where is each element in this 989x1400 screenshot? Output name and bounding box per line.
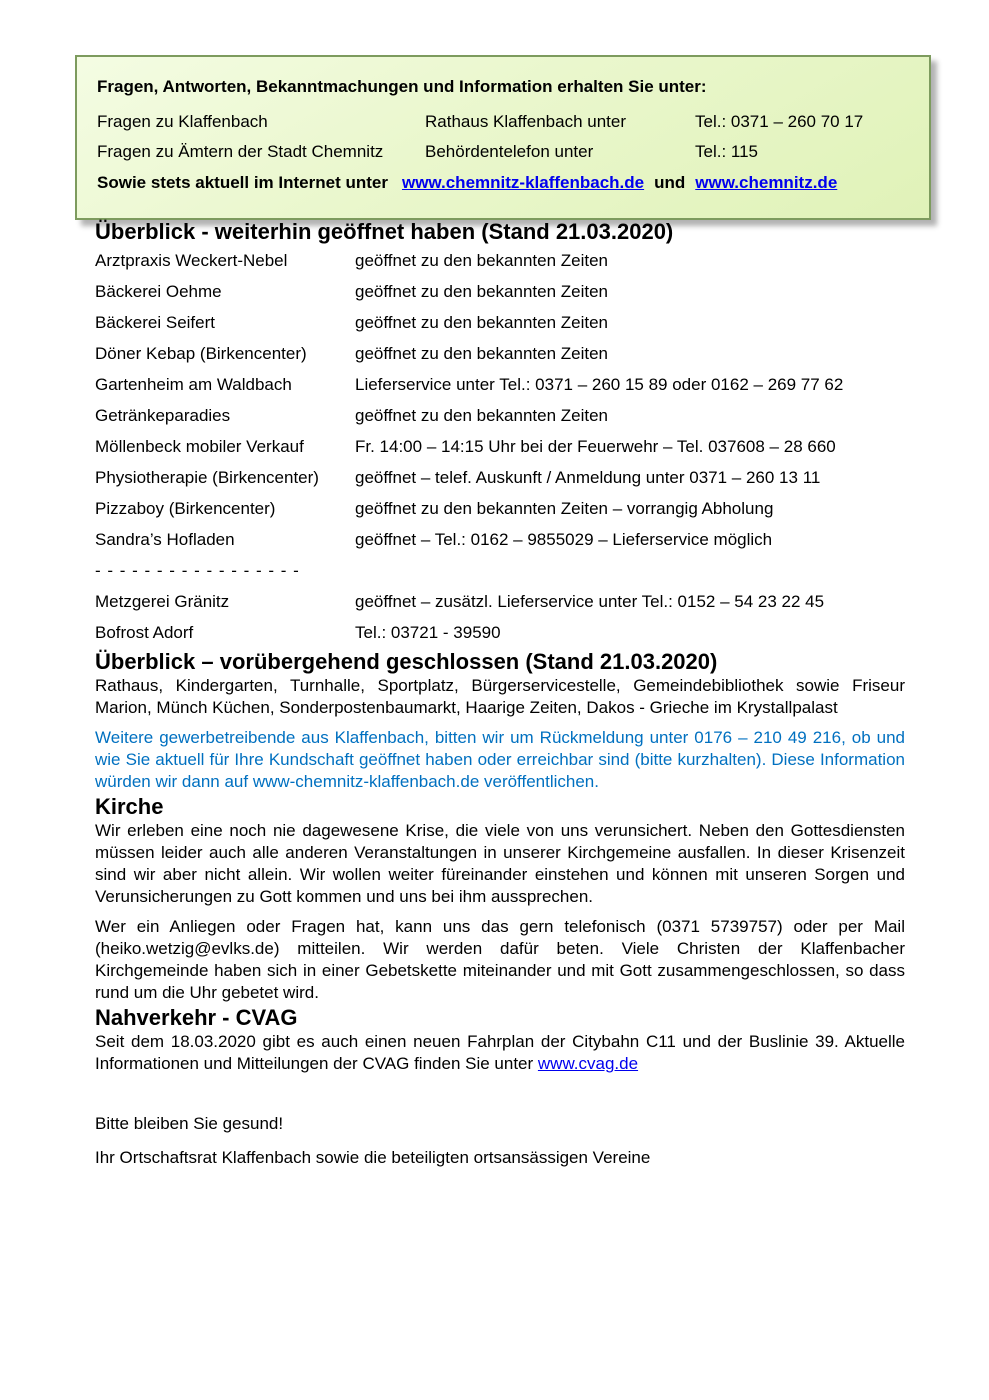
list-item [95,338,905,369]
heading-open-overview: Überblick - weiterhin geöffnet haben (Stand 21.03.2020) [95,219,674,244]
link-chemnitz-de[interactable]: www.chemnitz.de [695,173,838,192]
list-item [95,431,905,462]
dashed-divider: - - - - - - - - - - - - - - - - - [95,561,300,580]
list-item [95,524,905,555]
business-name: Gartenheim am Waldbach [95,375,292,394]
business-name: Pizzaboy (Birkencenter) [95,499,276,518]
list-item [95,307,905,338]
list-item [95,462,905,493]
contact-info-box [75,55,931,220]
info-phone: Tel.: 115 [695,142,759,161]
business-status: geöffnet – Tel.: 0162 – 9855029 – Lieferservice möglich [355,530,773,549]
business-status: geöffnet zu den bekannten Zeiten – vorrangig Abholung [355,499,774,518]
business-name: Bofrost Adorf [95,623,194,642]
business-name: Döner Kebap (Birkencenter) [95,344,307,363]
info-box-footer [97,168,908,198]
open-businesses-list [95,245,905,648]
business-status: geöffnet zu den bekannten Zeiten [355,251,608,270]
list-item [95,400,905,431]
link-chemnitz-klaffenbach[interactable]: www.chemnitz-klaffenbach.de [401,173,645,192]
list-item [95,493,905,524]
conjunction-label: und [654,173,686,192]
business-status: Tel.: 03721 - 39590 [355,623,501,642]
business-status: geöffnet zu den bekannten Zeiten [355,313,608,332]
nahverkehr-paragraph [95,1031,905,1075]
business-status: geöffnet – telef. Auskunft / Anmeldung unter 0371 – 260 13 11 [355,468,821,487]
list-item [95,369,905,400]
info-box-row-klaffenbach [97,107,908,137]
info-topic: Fragen zu Ämtern der Stadt Chemnitz [97,142,384,161]
heading-nahverkehr: Nahverkehr - CVAG [95,1005,298,1030]
info-topic: Fragen zu Klaffenbach [97,112,268,131]
heading-kirche: Kirche [95,794,164,819]
info-box-row-chemnitz [97,137,908,167]
info-phone: Tel.: 0371 – 260 70 17 [695,112,864,131]
closed-businesses-text: Rathaus, Kindergarten, Turnhalle, Sportplatz, Bürgerservicestelle, Gemeindebibliothek sowie Friseur Marion, Münch Küchen, Sonderpostenbaumarkt, Haarige Zeiten, Dakos - Grieche im Krystallpalast [95,676,905,717]
info-place: Behördentelefon unter [425,142,594,161]
business-name: Bäckerei Seifert [95,313,215,332]
business-name: Sandra’s Hofladen [95,530,235,549]
info-place: Rathaus Klaffenbach unter [425,112,626,131]
business-name: Bäckerei Oehme [95,282,222,301]
internet-prefix-label: Sowie stets aktuell im Internet unter [97,173,388,192]
kirche-paragraph-2: Wer ein Anliegen oder Fragen hat, kann uns das gern telefonisch (0371 5739757) oder per Mail (heiko.wetzig@evlks.de) mitteilen. Wir werden dafür beten. Viele Christen der Klaffenbacher Kirchgemeinde haben sich in einer Gebetskette miteinander und mit Gott zusammengeschlossen, so dass rund um die Uhr gebetet wird. [95,917,905,1002]
business-name: Metzgerei Gränitz [95,592,230,611]
business-status: geöffnet zu den bekannten Zeiten [355,282,608,301]
list-item [95,276,905,307]
list-item [95,245,905,276]
business-status: geöffnet zu den bekannten Zeiten [355,406,608,425]
business-name: Getränkeparadies [95,406,231,425]
kirche-paragraph-1: Wir erleben eine noch nie dagewesene Krise, die viele von uns verunsichert. Neben den Gottesdiensten müssen leider auch alle anderen Veranstaltungen in unserer Kirchgemeine ausfallen. In dieser Krisenzeit sind wir aber nicht allein. Wir wollen weiter füreinander einstehen und können mit unseren Sorgen und Verunsicherungen zu Gott kommen und uns bei ihm aussprechen. [95,821,905,906]
business-status: Lieferservice unter Tel.: 0371 – 260 15 89 oder 0162 – 269 77 62 [355,375,844,394]
list-item [95,617,905,648]
business-status: geöffnet – zusätzl. Lieferservice unter Tel.: 0152 – 54 23 22 45 [355,592,825,611]
link-cvag[interactable]: www.cvag.de [537,1054,639,1073]
document-content [95,218,905,1169]
business-status: geöffnet zu den bekannten Zeiten [355,344,608,363]
business-name: Arztpraxis Weckert-Nebel [95,251,288,270]
business-status: Fr. 14:00 – 14:15 Uhr bei der Feuerwehr – Tel. 037608 – 28 660 [355,437,836,456]
closing-signature: Ihr Ortschaftsrat Klaffenbach sowie die beteiligten ortsansässigen Vereine [95,1148,651,1167]
nahverkehr-text: Seit dem 18.03.2020 gibt es auch einen neuen Fahrplan der Citybahn C11 und der Buslinie 39. Aktuelle Informationen und Mitteilungen der CVAG finden Sie unter [95,1032,905,1073]
closing-stay-healthy: Bitte bleiben Sie gesund! [95,1114,284,1133]
business-name: Physiotherapie (Birkencenter) [95,468,319,487]
info-box-title: Fragen, Antworten, Bekanntmachungen und Information erhalten Sie unter: [97,77,707,96]
feedback-notice-blue: Weitere gewerbetreibende aus Klaffenbach, bitten wir um Rückmeldung unter 0176 – 210 49 216, ob und wie Sie aktuell für Ihre Kundschaft geöffnet haben oder erreichbar sind (bitte kurzhalten). Diese Information würden wir dann auf www-chemnitz-klaffenbach.de veröffentlichen. [95,728,905,791]
heading-closed-overview: Überblick – vorübergehend geschlossen (Stand 21.03.2020) [95,649,718,674]
business-name: Möllenbeck mobiler Verkauf [95,437,304,456]
list-item [95,586,905,617]
